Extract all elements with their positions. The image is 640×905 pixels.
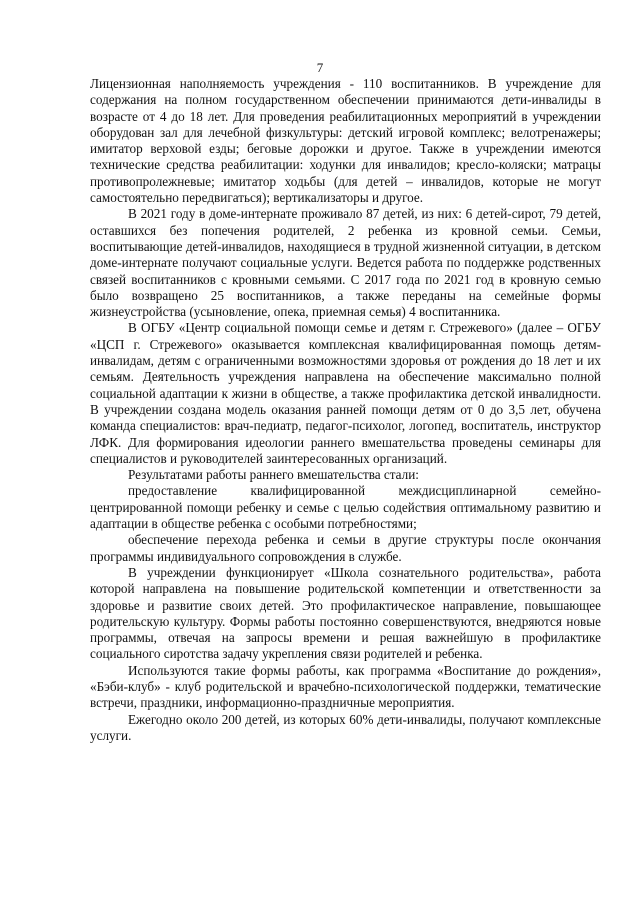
paragraph: Лицензионная наполняемость учреждения - 110 воспитанников. В учреждение для содержания на полном государственном обеспечении принимаются дети-инвалиды в возрасте от 4 до 18 лет. Для проведения реабилитационных мероприятий в учреждении оборудован зал для лечебной физкультуры: детский игровой комплекс; велотренажеры; имитатор верховой езды; беговые дорожки и другое. Также в учреждении имеются технические средства реабилитации: ходунки для инвалидов; кресло-коляски; матрацы противопролежневые; имитатор ходьбы (для детей – инвалидов, которые не могут самостоятельно передвигаться); вертикализаторы и другое.	[90, 76, 601, 206]
document-body	[90, 76, 601, 744]
page-number: 7	[316, 60, 324, 75]
paragraph: обеспечение перехода ребенка и семьи в другие структуры после окончания программы индивидуального сопровождения в службе.	[90, 532, 601, 564]
paragraph: Ежегодно около 200 детей, из которых 60% дети-инвалиды, получают комплексные услуги.	[90, 711, 601, 743]
paragraph: В 2021 году в доме-интернате проживало 87 детей, из них: 6 детей-сирот, 79 детей, оставшихся без попечения родителей, 2 ребенка из кровной семьи. Семьи, воспитывающие детей-инвалидов, находящиеся в трудной жизненной ситуации, в детском доме-интернате получают социальные услуги. Ведется работа по поддержке родственных связей воспитанников с кровными семьями. С 2017 года по 2021 год в кровную семью было возвращено 25 воспитанников, а также переданы на семейные формы жизнеустройства (усыновление, опека, приемная семья) 4 воспитанника.	[90, 206, 601, 320]
paragraph: предоставление квалифицированной междисциплинарной семейно-центрированной помощи ребенку и семье с целью содействия оптимальному развитию и адаптации в обществе ребенка с особыми потребностями;	[90, 483, 601, 532]
paragraph: Результатами работы раннего вмешательства стали:	[128, 467, 419, 483]
paragraph: В учреждении функционирует «Школа сознательного родительства», работа которой направлена на повышение родительской компетенции и ответственности за здоровье и развитие своих детей. Это профилактическое направление, повышающее родительскую культуру. Формы работы постоянно совершенствуются, внедряются новые программы, отвечая на запросы времени и решая важнейшую в профилактике социального сиротства задачу укрепления связи родителей и ребенка.	[90, 564, 601, 662]
paragraph: Используются такие формы работы, как программа «Воспитание до рождения», «Бэби-клуб» - клуб родительской и врачебно-психологической поддержки, тематические встречи, праздники, информационно-праздничные мероприятия.	[90, 662, 601, 711]
paragraph: В ОГБУ «Центр социальной помощи семье и детям г. Стрежевого» (далее – ОГБУ «ЦСП г. Стрежевого» оказывается комплексная квалифицированная помощь детям-инвалидам, детям с ограниченными возможностями здоровья от рождения до 18 лет и их семьям. Деятельность учреждения направлена на обеспечение максимально полной социальной адаптации к жизни в обществе, а также профилактика детской инвалидности. В учреждении создана модель оказания ранней помощи детям от 0 до 3,5 лет, обучена команда специалистов: врач-педиатр, педагог-психолог, логопед, воспитатель, инструктор ЛФК. Для формирования идеологии раннего вмешательства проведены семинары для специалистов и руководителей заинтересованных организаций.	[90, 320, 601, 466]
